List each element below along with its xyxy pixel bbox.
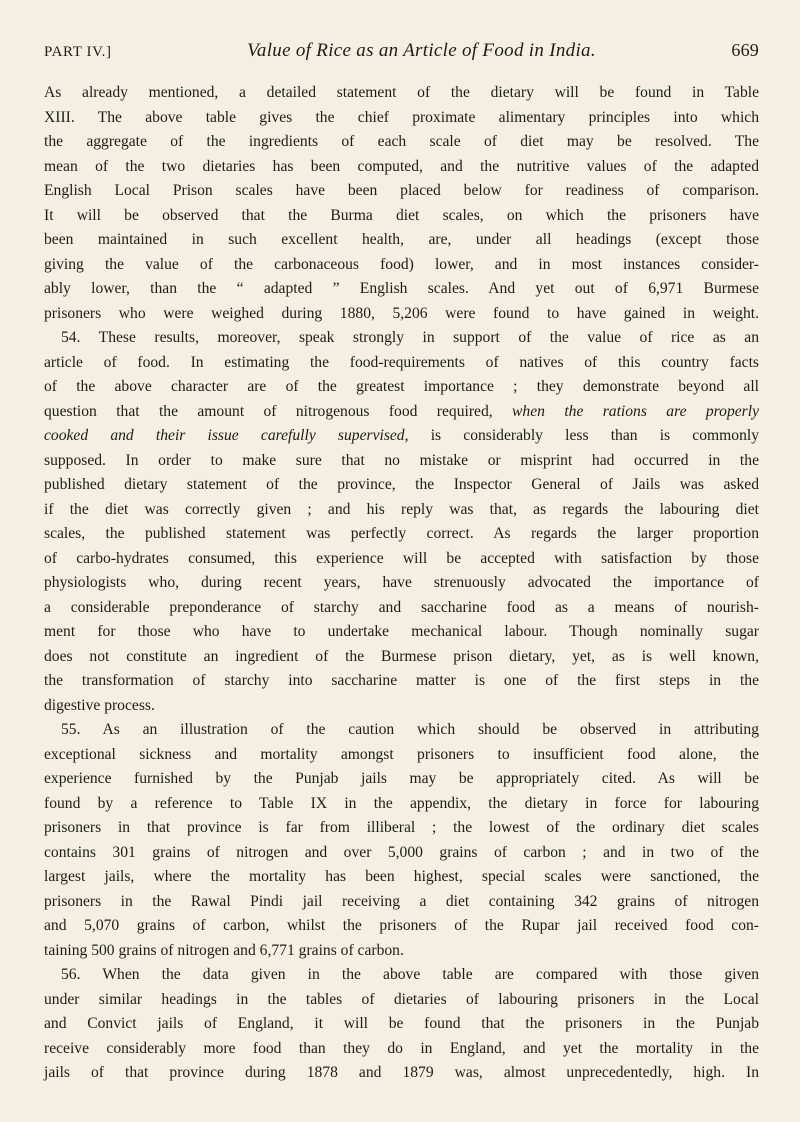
text-line: physiologists who, during recent years, have strenuously advocated the importance of [44, 574, 759, 591]
text-line: prisoners in the Rawal Pindi jail receiving a diet containing 342 grains of nitrogen [44, 892, 759, 910]
text-line: 56. When the data given in the above table are compared with those given [61, 966, 759, 983]
text-line: if the diet was correctly given ; and his reply was that, as regards the labouring diet [44, 500, 759, 518]
page [44, 40, 759, 1086]
text-line: exceptional sickness and mortality amongst prisoners to insufficient food alone, the [44, 745, 759, 763]
text-line: the aggregate of the ingredients of each scale of diet may be resolved. The [44, 133, 759, 150]
text-line: the transformation of starchy into saccharine matter is one of the first steps in the [44, 672, 759, 689]
text-line: of carbo-hydrates consumed, this experience will be accepted with satisfaction by those [44, 549, 759, 567]
text-line: 54. These results, moreover, speak strongly in support of the value of rice as an [61, 329, 759, 346]
text-segment: is considerably less than is commonly [408, 427, 759, 444]
text-line: 55. As an illustration of the caution which should be observed in attributing [61, 721, 759, 738]
text-line: published dietary statement of the province, the Inspector General of Jails was asked [44, 476, 759, 493]
text-line: contains 301 grains of nitrogen and over 5,000 grains of carbon ; and in two of the [44, 843, 759, 861]
text-line: under similar headings in the tables of dietaries of labouring prisoners in the Local [44, 990, 759, 1008]
text-line: It will be observed that the Burma diet scales, on which the prisoners have [44, 206, 759, 224]
text-line: giving the value of the carbonaceous food) lower, and in most instances consider- [44, 255, 759, 273]
text-line: article of food. In estimating the food-requirements of natives of this country facts [44, 353, 759, 371]
text-line: ably lower, than the “ adapted ” English scales. And yet out of 6,971 Burmese [44, 280, 759, 297]
text-line: scales, the published statement was perfectly correct. As regards the larger proportion [44, 525, 759, 542]
text-line: jails of that province during 1878 and 1879 was, almost unprecedentedly, high. In [44, 1064, 759, 1081]
text-line: ment for those who have to undertake mechanical labour. Though nominally sugar [44, 623, 759, 640]
text-line: prisoners in that province is far from illiberal ; the lowest of the ordinary diet scales [44, 819, 759, 836]
text-line: of the above character are of the greatest importance ; they demonstrate beyond all [44, 378, 759, 395]
text-line: XIII. The above table gives the chief proximate alimentary principles into which [44, 108, 759, 126]
page-number: 669 [731, 40, 759, 60]
running-title: Value of Rice as an Article of Food in India. [247, 40, 596, 61]
text-line: mean of the two dietaries has been computed, and the nutritive values of the adapted [44, 157, 759, 175]
text-line [44, 424, 759, 449]
text-line: As already mentioned, a detailed statement of the dietary will be found in Table [44, 84, 759, 101]
body-text [44, 81, 759, 1086]
text-line: a considerable preponderance of starchy and saccharine food as a means of nourish- [44, 598, 759, 616]
text-line [44, 400, 759, 425]
text-line: does not constitute an ingredient of the Burmese prison dietary, yet, as is well known, [44, 647, 759, 665]
running-header [44, 40, 759, 70]
text-line: and 5,070 grains of carbon, whilst the prisoners of the Rupar jail received food con- [44, 917, 759, 934]
text-segment: question that the amount of nitrogenous food required, [44, 402, 513, 420]
text-line: found by a reference to Table IX in the appendix, the dietary in force for labouring [44, 794, 759, 812]
text-line: supposed. In order to make sure that no mistake or misprint had occurred in the [44, 451, 759, 469]
text-line: largest jails, where the mortality has been highest, special scales were sanctioned, the [44, 868, 759, 885]
text-line: English Local Prison scales have been placed below for readiness of comparison. [44, 182, 759, 199]
text-line: and Convict jails of England, it will be found that the prisoners in the Punjab [44, 1015, 759, 1032]
text-line: experience furnished by the Punjab jails may be appropriately cited. As will be [44, 770, 759, 787]
italic-segment: cooked and their issue carefully supervised, [44, 427, 409, 444]
text-line: taining 500 grains of nitrogen and 6,771 grains of carbon. [44, 941, 404, 959]
text-line: been maintained in such excellent health, are, under all headings (except those [44, 231, 759, 248]
text-line: prisoners who were weighed during 1880, 5,206 were found to have gained in weight. [44, 304, 759, 322]
italic-segment: when the rations are properly [512, 402, 759, 420]
text-line: receive considerably more food than they do in England, and yet the mortality in the [44, 1039, 759, 1057]
text-line: digestive process. [44, 696, 155, 714]
part-label: PART IV.] [44, 44, 112, 60]
